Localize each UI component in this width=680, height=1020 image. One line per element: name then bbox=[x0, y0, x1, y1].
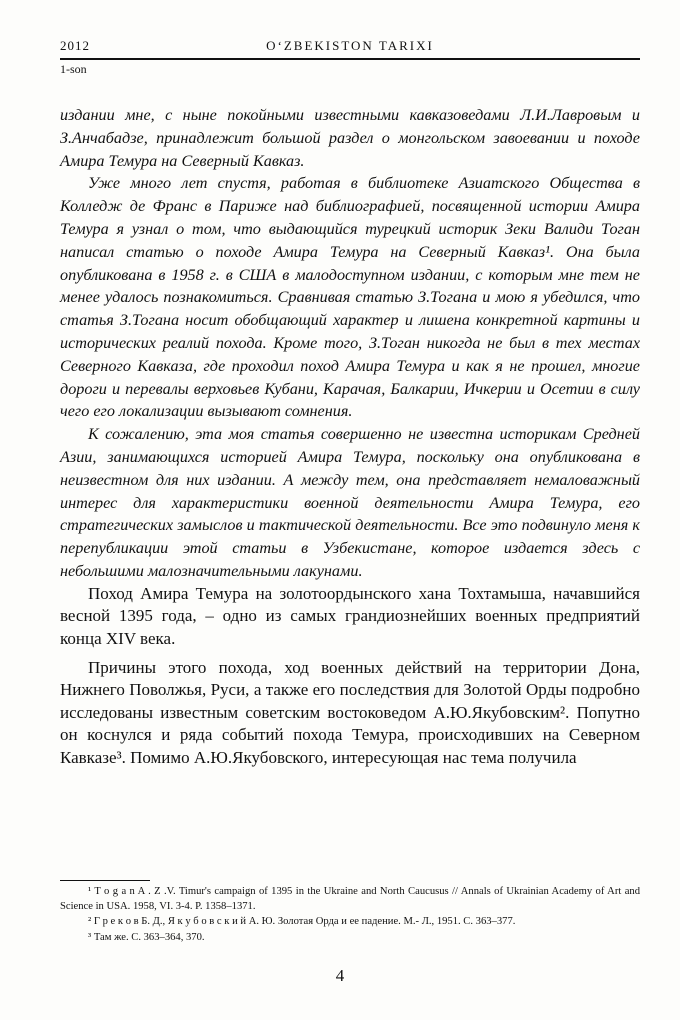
header-journal-title: O‘ZBEKISTON TARIXI bbox=[266, 38, 434, 53]
header-year: 2012 bbox=[60, 38, 90, 53]
header-issue: 1-son bbox=[60, 62, 87, 76]
running-header bbox=[60, 38, 640, 77]
header-rule bbox=[60, 58, 640, 60]
footnote-1: ¹ T o g a n A . Z .V. Timur's campaign of 1395 in the Ukraine and North Caucusus // Annals of Ukrainian Academy of Art and Science in USA. 1958, VI. 3-4. P. 1358–1371. bbox=[60, 886, 640, 913]
paragraph-1: издании мне, с ныне покойными известными кавказоведами Л.И.Лавровым и З.Анчабадзе, принадлежит большой раздел о монгольском завоевании и походе Амира Темура на Северный Кавказ. bbox=[60, 106, 640, 170]
footnote-2: ² Г р е к о в Б. Д., Я к у б о в с к и й А. Ю. Золотая Орда и ее падение. М.- Л., 1951. С. 363–377. bbox=[88, 916, 516, 928]
paragraph-2: Уже много лет спустя, работая в библиотеке Азиатского Общества в Колледж де Франс в Париже над библиографией, посвященной истории Амира Темура я узнал о том, что выдающийся турецкий историк Зеки Валиди Тоган написал статью о походе Амира Темура на Северный Кавказ¹. Она была опубликована в 1958 г. в США в малодоступном издании, с которым мне тем не менее удалось познакомиться. Сравнивая статью З.Тогана и мою я убедился, что статья З.Тогана носит обобщающий характер и лишена конкретной картины и исторических реалий похода. Кроме того, З.Тоган никогда не был в тех местах Северного Кавказа, где проходил поход Амира Темура и как я не прошел, многие дороги и перевалы верховьев Кубани, Карачая, Балкарии, Ичкерии и Осетии в силу чего его локализации вызывают сомнения. bbox=[60, 174, 640, 421]
footnote-rule bbox=[60, 880, 150, 881]
paragraph-4: Поход Амира Темура на золотоордынского хана Тохтамыша, начавшийся весной 1395 года, – одно из самых грандиознейших военных предприятий конца XIV века. bbox=[60, 583, 640, 648]
paragraph-5: Причины этого похода, ход военных действий на территории Дона, Нижнего Поволжья, Руси, а также его последствия для Золотой Орды подробно исследованы известным советским востоковедом А.Ю.Якубовским². Попутно он коснулся и ряда событий похода Темура, происходивших на Северном Кавказе³. Помимо А.Ю.Якубовского, интересующая нас тема получила bbox=[60, 657, 640, 767]
article-body bbox=[60, 104, 640, 769]
footnote-3: ³ Там же. С. 363–364, 370. bbox=[88, 931, 205, 943]
paragraph-3: К сожалению, эта моя статья совершенно не известна историкам Средней Азии, занимающихся историей Амира Темура, поскольку она опубликована в неизвестном для них издании. А между тем, она представляет немаловажный интерес для характеристики военной деятельности Амира Темура, его стратегических замыслов и тактической деятельности. Все это подвинуло меня к перепубликации этой статьи в Узбекистане, которое издается здесь с небольшими малозначительными лакунами. bbox=[60, 425, 640, 580]
footnotes bbox=[60, 884, 640, 945]
page-number: 4 bbox=[335, 966, 345, 985]
